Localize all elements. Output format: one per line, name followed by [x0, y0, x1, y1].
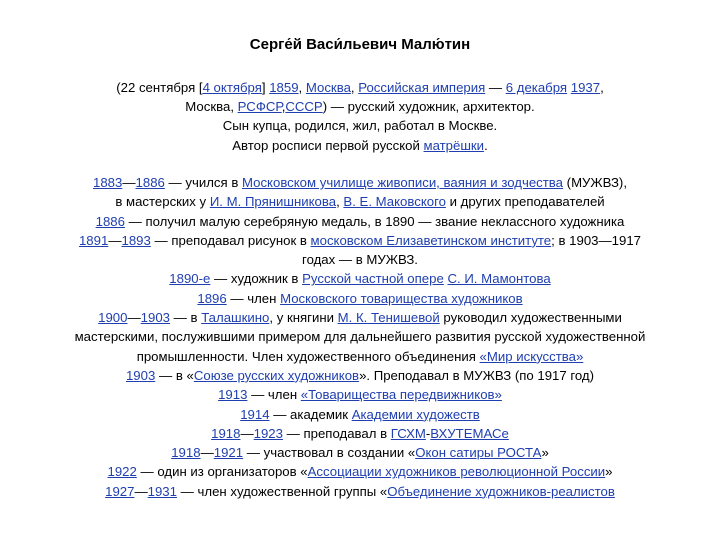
body-text: Сын купца, родился, жил, работал в Москве. — [222, 118, 498, 134]
wiki-link[interactable]: 1931 — [147, 483, 177, 499]
body-text: (МУЖВЗ), — [563, 175, 627, 190]
wiki-link[interactable]: матрёшки — [423, 137, 485, 153]
body-text: — в « — [155, 367, 194, 383]
bio-line — [4, 366, 716, 385]
wiki-link[interactable]: 1918 — [211, 425, 241, 441]
wiki-link[interactable]: 1886 — [135, 175, 165, 190]
wiki-link[interactable]: 1903 — [140, 310, 171, 326]
wiki-link[interactable]: 1890-е — [169, 271, 211, 287]
wiki-link[interactable]: 4 октября — [202, 80, 262, 95]
wiki-link[interactable]: ГСХМ — [390, 425, 426, 441]
wiki-link[interactable]: 1937 — [570, 80, 601, 95]
wiki-link[interactable]: 1913 — [218, 387, 248, 403]
wiki-link[interactable]: Академии художеств — [351, 406, 480, 422]
wiki-link[interactable]: 1914 — [240, 406, 270, 422]
bio-line — [4, 269, 716, 288]
bio-line — [4, 347, 716, 366]
body-text: Автор росписи первой русской — [232, 137, 424, 153]
wiki-link[interactable]: Русской частной опере — [302, 271, 444, 287]
bio-line — [4, 424, 716, 443]
wiki-link[interactable]: 1883 — [93, 175, 123, 190]
body-text: — учился в — [164, 175, 242, 190]
body-text: , — [336, 194, 344, 210]
body-text: — — [240, 425, 254, 441]
intro-line — [10, 78, 710, 97]
wiki-link[interactable]: «Мир искусства» — [479, 348, 584, 364]
wiki-link[interactable]: Окон сатиры РОСТА — [415, 445, 542, 461]
body-text: — художник в — [210, 271, 303, 287]
wiki-link[interactable]: 1903 — [125, 367, 156, 383]
body-text: . — [484, 137, 488, 153]
body-text: в мастерских у — [115, 194, 210, 210]
body-text: , — [350, 80, 359, 95]
body-text: , — [281, 99, 286, 115]
wiki-link[interactable]: Ассоциации художников революционной России — [307, 464, 606, 480]
body-text: — член — [247, 387, 301, 403]
bio-line — [4, 173, 716, 192]
bio-line — [4, 482, 716, 501]
page-title: Серге́й Васи́льевич Малю́тин — [249, 36, 471, 53]
body-text: - — [425, 425, 431, 441]
body-text: и других преподавателей — [445, 194, 605, 210]
body-text: — получил малую серебряную медаль, в 1890 — звание неклассного художника — [124, 213, 625, 229]
body-text: — член — [226, 290, 281, 306]
body-text: , — [298, 80, 306, 95]
wiki-link[interactable]: 1893 — [121, 232, 151, 248]
body-text: — один из организаторов « — [136, 464, 308, 480]
bio-line — [4, 250, 716, 269]
body-text: » — [541, 445, 549, 461]
body-text: — — [127, 310, 141, 326]
wiki-link[interactable]: 1921 — [213, 445, 244, 461]
wiki-link[interactable]: 1923 — [253, 425, 283, 441]
body-text: , — [600, 80, 604, 95]
body-text: — — [108, 232, 122, 248]
wiki-link[interactable]: ВХУТЕМАСе — [430, 425, 509, 441]
wiki-link[interactable]: «Товарищества передвижников» — [300, 387, 502, 403]
wiki-link[interactable]: 1891 — [78, 232, 109, 248]
wiki-link[interactable]: С. И. Мамонтова — [447, 271, 551, 287]
body-text: Москва, — [185, 99, 238, 115]
wiki-link[interactable]: В. Е. Маковского — [343, 194, 446, 210]
wiki-link[interactable]: Москва — [305, 80, 351, 95]
wiki-link[interactable]: 1859 — [269, 80, 299, 95]
body-text: — — [200, 445, 214, 461]
body-text: — академик — [269, 406, 352, 422]
wiki-link[interactable]: 6 декабря — [505, 80, 568, 95]
wiki-link[interactable]: Союзе русских художников — [193, 367, 360, 383]
body-text: » — [605, 464, 613, 480]
body-text: (22 сентября [ — [116, 80, 203, 95]
bio-line — [4, 385, 716, 404]
body-text: — участвовал в создании « — [243, 445, 416, 461]
wiki-link[interactable]: 1927 — [105, 483, 135, 499]
body-text: — член художественной группы « — [176, 483, 388, 499]
body-text: ] — [261, 80, 270, 95]
wiki-link[interactable]: Московском училище живописи, ваяния и зодчества — [242, 175, 564, 190]
body-text: мастерскими, послужившими примером для дальнейшего развития русской художественной — [74, 329, 646, 345]
body-text: ) — русский художник, архитектор. — [322, 99, 535, 115]
body-text: промышленности. Член художественного объединения — [136, 348, 480, 364]
bio-line — [4, 327, 716, 346]
wiki-link[interactable]: 1922 — [107, 464, 137, 480]
biography-timeline — [4, 173, 716, 501]
body-text: — преподавал рисунок в — [150, 232, 311, 248]
wiki-link[interactable]: Объединение художников-реалистов — [387, 483, 615, 499]
body-text: ». Преподавал в МУЖВЗ (по 1917 год) — [359, 367, 595, 383]
wiki-link[interactable]: М. К. Тенишевой — [337, 310, 440, 326]
wiki-link[interactable]: Московского товарищества художников — [280, 290, 523, 306]
body-text: годах — в МУЖВЗ. — [302, 252, 418, 268]
wiki-link[interactable]: РСФСР — [237, 99, 282, 115]
wiki-link[interactable]: московском Елизаветинском институте — [310, 232, 552, 248]
intro-line — [10, 136, 710, 155]
bio-line — [4, 231, 716, 250]
body-text: — — [122, 175, 136, 190]
body-text: , у княгини — [269, 310, 338, 326]
bio-line — [4, 289, 716, 308]
intro-paragraph — [10, 78, 710, 155]
bio-line — [4, 462, 716, 481]
wiki-link[interactable]: 1896 — [197, 290, 227, 306]
intro-line — [10, 116, 710, 135]
bio-line — [4, 212, 716, 231]
bio-line — [4, 308, 716, 327]
body-text: — — [485, 80, 506, 95]
wiki-link[interactable]: 1886 — [95, 213, 125, 229]
wiki-link[interactable]: Российская империя — [358, 80, 486, 95]
bio-line — [4, 405, 716, 424]
wiki-link[interactable]: 1900 — [98, 310, 128, 326]
wiki-link[interactable]: И. М. Прянишникова — [209, 194, 337, 210]
bio-line — [4, 443, 716, 462]
wiki-link[interactable]: 1918 — [171, 445, 201, 461]
wiki-link[interactable]: Талашкино — [201, 310, 270, 326]
wiki-link[interactable]: СССР — [285, 99, 323, 115]
body-text: — в — [170, 310, 202, 326]
bio-line — [4, 192, 716, 211]
body-text: ; в 1903—1917 — [551, 232, 642, 248]
body-text: — преподавал в — [282, 425, 391, 441]
intro-line — [10, 97, 710, 116]
body-text: — — [134, 483, 148, 499]
body-text: руководил художественными — [439, 310, 622, 326]
